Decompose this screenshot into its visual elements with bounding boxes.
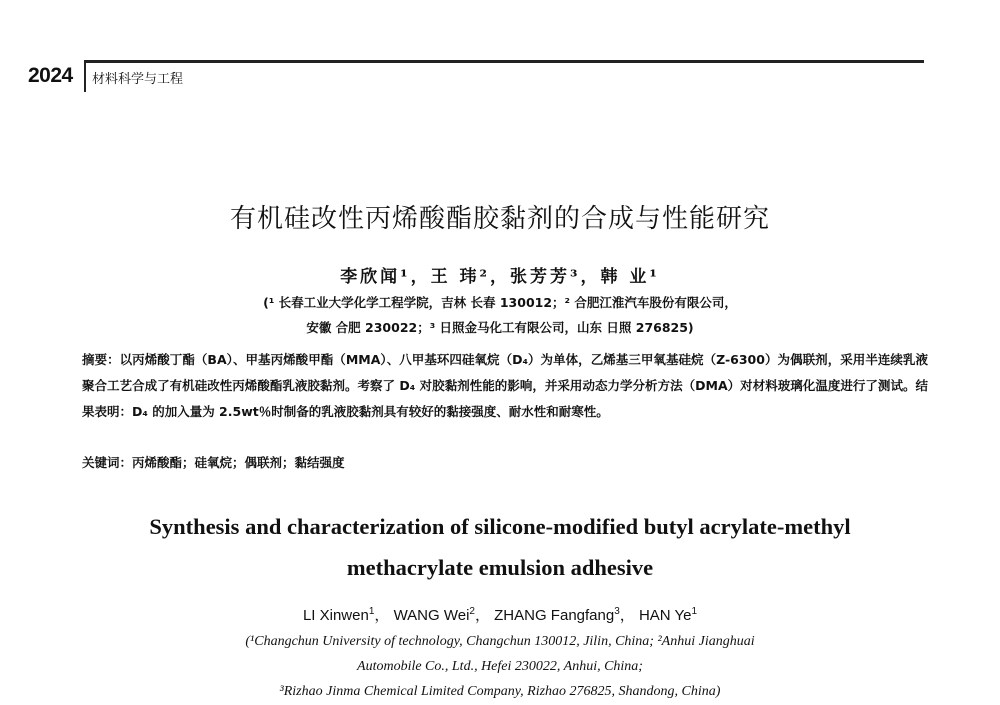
keywords-chinese xyxy=(82,453,928,471)
author-name: HAN Ye xyxy=(638,607,692,624)
affiliation-chinese-line: (¹ 长春工业大学化学工程学院，吉林 长春 130012；² 合肥江淮汽车股份有限公司， xyxy=(263,295,737,310)
keywords-label: 关键词： xyxy=(82,455,133,470)
author-affil-mark: 1 xyxy=(368,606,375,617)
affiliation-english-line: Automobile Co., Ltd., Hefei 230022, Anhui, China; xyxy=(357,659,643,674)
keywords-text: 丙烯酸酯；硅氧烷；偶联剂；黏结强度 xyxy=(132,455,345,470)
author-affil-mark: 3 xyxy=(614,606,620,617)
author-name: WANG Wei xyxy=(393,607,470,624)
authors-chinese: 李欣闻¹，王 玮²，张芳芳³，韩 业¹ xyxy=(340,267,660,287)
header-divider xyxy=(84,60,86,92)
affiliation-chinese-line: 安徽 合肥 230022；³ 日照金马化工有限公司，山东 日照 276825) xyxy=(306,320,694,335)
title-english-line: methacrylate emulsion adhesive xyxy=(346,555,654,580)
title-english-line: Synthesis and characterization of silicone-modified butyl acrylate-methyl xyxy=(149,514,851,539)
journal-name: 材料科学与工程 xyxy=(92,72,184,87)
author-affil-mark: 2 xyxy=(469,606,475,617)
affiliation-english-line: (¹Changchun University of technology, Changchun 130012, Jilin, China; ²Anhui Jianghuai xyxy=(245,634,755,649)
author-name: LI Xinwen xyxy=(302,607,369,624)
author-name: ZHANG Fangfang xyxy=(494,607,615,624)
author-affil-mark: 1 xyxy=(691,606,698,617)
page-number: 2024 xyxy=(28,64,73,87)
authors-english: LI Xinwen$^1$， WANG Wei$^2$， ZHANG Fangfang$^3$， HAN Ye$^1$ xyxy=(302,606,698,624)
running-header xyxy=(28,60,924,100)
abstract-text: 以丙烯酸丁酯（BA）、甲基丙烯酸甲酯（MMA）、八甲基环四硅氧烷（D₄）为单体，乙烯基三甲氧基硅烷（Z-6300）为偶联剂，采用半连续乳液聚合工艺合成了有机硅改性丙烯酸酯乳液胶黏剂。考察了 D₄ 对胶黏剂性能的影响，并采用动态力学分析方法（DMA）对材料玻璃化温度进行了测试。结果表明：D₄ 的加入量为 2.5wt％时制备的乳液胶黏剂具有较好的黏接强度、耐水性和耐寒性。 xyxy=(82,352,928,419)
abstract-label: 摘要： xyxy=(82,352,120,367)
abstract-chinese xyxy=(82,347,928,425)
affiliation-english-line: ³Rizhao Jinma Chemical Limited Company, Rizhao 276825, Shandong, China) xyxy=(279,684,721,699)
title-chinese: 有机硅改性丙烯酸酯胶黏剂的合成与性能研究 xyxy=(229,204,770,234)
header-rule xyxy=(84,60,924,63)
